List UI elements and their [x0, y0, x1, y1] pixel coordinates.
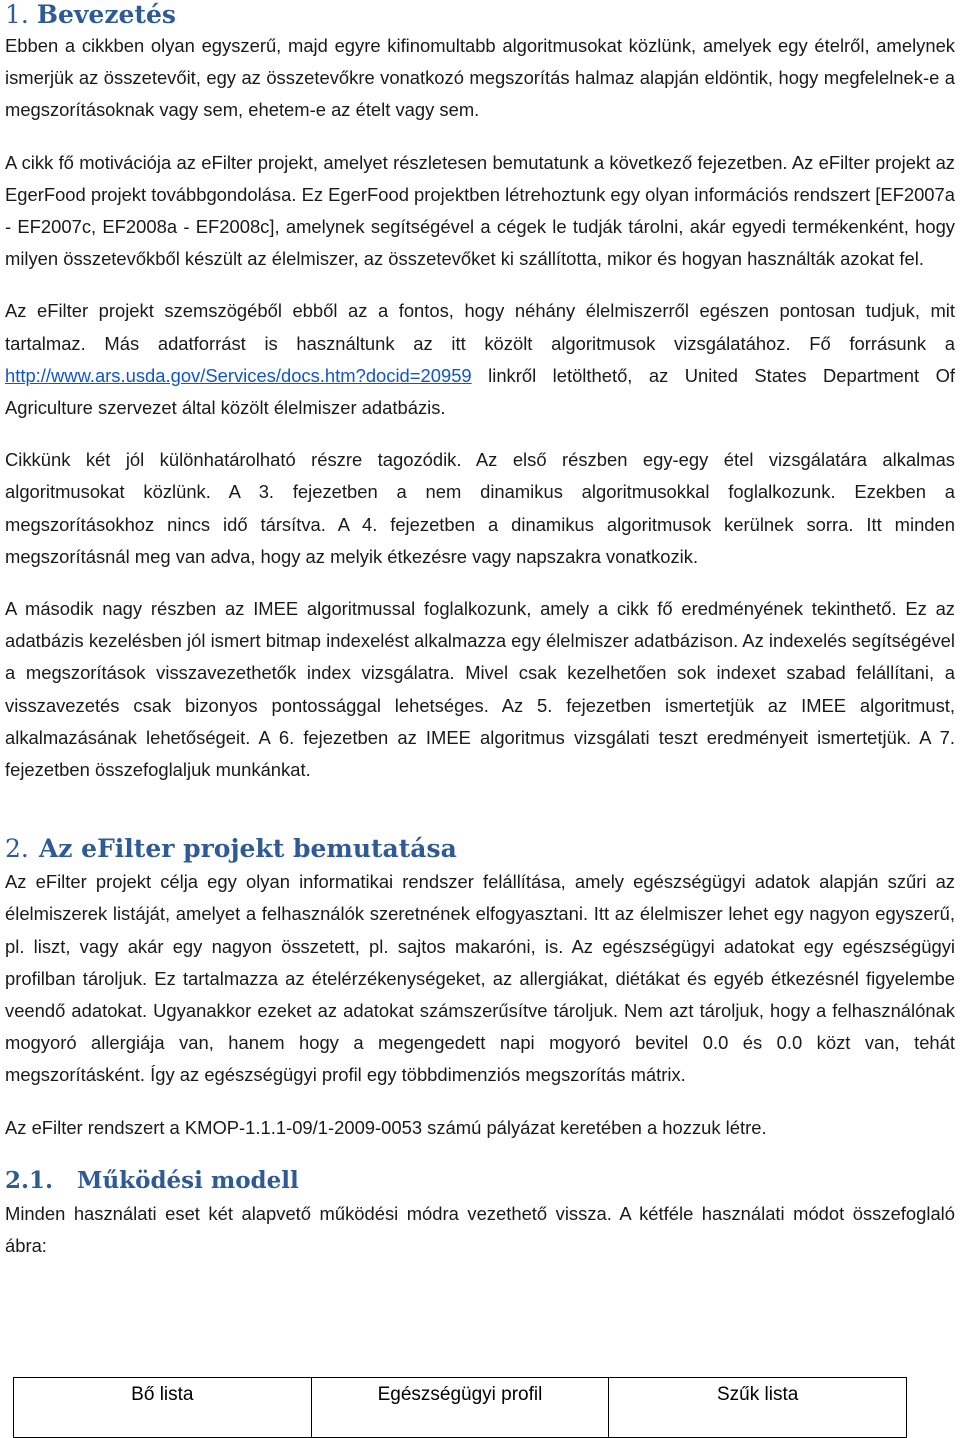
- section-number: 1.: [5, 0, 29, 29]
- usage-model-table: [13, 1377, 907, 1438]
- usda-link[interactable]: http://www.ars.usda.gov/Services/docs.htm?docid=20959: [5, 364, 472, 386]
- paragraph-text: Az eFilter projekt szemszögéből ebből az a fontos, hogy néhány élelmiszerről egészen pontosan tudjuk, mit tartalmaz. Más adatforrást is használtunk az itt közölt algoritmusok vizsgálatához. Fő forrásunk a: [5, 300, 955, 354]
- section-2-heading: [5, 834, 955, 864]
- table-cell-health-profile: Egészségügyi profil: [311, 1378, 609, 1438]
- table-cell-narrow-list: Szűk lista: [609, 1378, 907, 1438]
- paragraph: Az eFilter projekt célja egy olyan informatikai rendszer felállítása, amely egészségügyi adatok alapján szűri az élelmiszerek listáját, amelyet a felhasználók szeretnének elfogyasztani. Itt az élelmiszer lehet egy nagyon egyszerű, pl. liszt, vagy akár egy nagyon összetett, pl. sajtos makaróni, is. Az egészségügyi adatokat egy egészségügyi profilban tároljuk. Ez tartalmazza az ételérzékenységeket, az allergiákat, diétákat és egyéb étkezésnél figyelembe veendő adatokat. Ugyanakkor ezeket az adatokat számszerűsítve tároljuk. Nem azt tároljuk, hogy a felhasználónak mogyoró allergiája van, hanem hogy a megengedett napi mogyoró bevitel 0.0 és 0.0 közt van, tehát megszorításként. Így az egészségügyi profil egy többdimenziós megszorítás mátrix.: [5, 871, 955, 1086]
- section-title: Bevezetés: [36, 0, 176, 29]
- paragraph: Cikkünk két jól különhatárolható részre tagozódik. Az első részben egy-egy étel vizsgálatára alkalmas algoritmusokat közlünk. A 3. fejezetben a nem dinamikus algoritmusokkal foglalkozunk. Ezekben a megszorításokhoz nincs idő társítva. A 4. fejezetben a dinamikus algoritmusok kerülnek sorra. Itt minden megszorításnál meg van adva, hogy az melyik étkezésre vagy napszakra vonatkozik.: [5, 449, 955, 567]
- table-cell-wide-list: Bő lista: [14, 1378, 312, 1438]
- paragraph: A második nagy részben az IMEE algoritmussal foglalkozunk, amely a cikk fő eredményének tekinthető. Ez az adatbázis kezelésben jól ismert bitmap indexelést alkalmazza egy élelmiszer adatbázison. Az indexelés segítségével a megszorítások visszavezethetők index vizsgálatra. Mivel csak kezelhetően sok indexet szabad felállítani, a visszavezetés csak bizonyos pontossággal lehetséges. Az 5. fejezetben ismertetjük az IMEE algoritmust, alkalmazásának lehetőségeit. A 6. fejezetben az IMEE algoritmus vizsgálati teszt eredményeit ismertetjük. A 7. fejezetben összefoglaljuk munkánkat.: [5, 598, 955, 781]
- paragraph: Ebben a cikkben olyan egyszerű, majd egyre kifinomultabb algoritmusokat közlünk, amelyek egy ételről, amelynek ismerjük az összetevőit, egy az összetevőkre vonatkozó megszorítás halmaz alapján eldöntik, hogy megfelelnek-e a megszorításoknak vagy sem, ehetem-e az ételt vagy sem.: [5, 35, 955, 121]
- paragraph: Az eFilter rendszert a KMOP-1.1.1-09/1-2009-0053 számú pályázat keretében a hozzuk létre.: [5, 1116, 767, 1138]
- section-number: 2.: [5, 834, 29, 864]
- section-title: Működési modell: [77, 1166, 299, 1194]
- paragraph: A cikk fő motivációja az eFilter projekt, amelyet részletesen bemutatunk a következő fejezetben. Az eFilter projekt az EgerFood projekt továbbgondolása. Ez EgerFood projektben létrehoztunk egy olyan információs rendszert [EF2007a - EF2007c, EF2008a - EF2008c], amelynek segítségével a cégek le tudják tárolni, akár egyedi termékenként, hogy milyen összetevőkből készült az élelmiszer, az összetevőket ki szállította, mikor és hogyan használták azokat fel.: [5, 151, 955, 270]
- paragraph: [5, 295, 955, 424]
- section-2-1-heading: [5, 1166, 955, 1196]
- paragraph-text: linkről letölthető, az United States Department Of Agriculture szervezet által közölt élelmiszer adatbázis.: [5, 364, 955, 419]
- table-row: [14, 1378, 907, 1438]
- document-page: [5, 0, 955, 1262]
- section-title: Az eFilter projekt bemutatása: [38, 834, 457, 864]
- section-1-heading: [5, 0, 955, 30]
- section-number: 2.1.: [5, 1166, 54, 1194]
- paragraph: Minden használati eset két alapvető működési módra vezethető vissza. A kétféle használati módot összefoglaló ábra:: [5, 1202, 955, 1257]
